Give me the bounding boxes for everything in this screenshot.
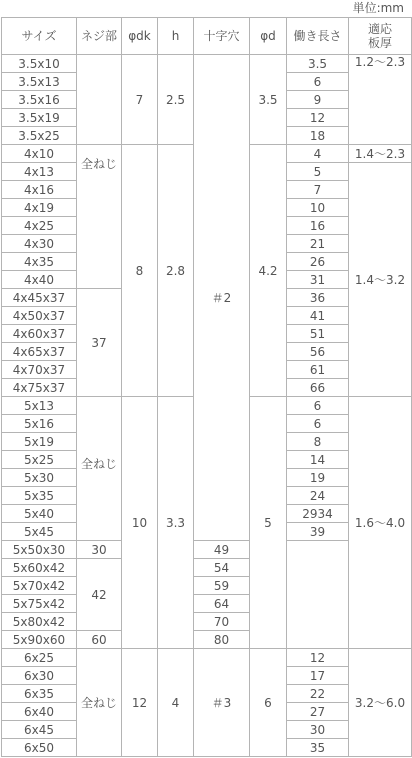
header-thread: ネジ部 bbox=[77, 18, 122, 55]
length-cell: 80 bbox=[194, 631, 250, 649]
thread-cell: 42 bbox=[77, 559, 122, 631]
size-cell: 6x40 bbox=[2, 703, 77, 721]
length-cell: 3.5 bbox=[287, 55, 349, 73]
thickness-cell: 1.4～2.3 bbox=[349, 145, 412, 163]
length-cell: 9 bbox=[287, 91, 349, 109]
spec-table bbox=[1, 17, 412, 757]
h-cell: 4 bbox=[158, 649, 194, 757]
length-cell: 59 bbox=[194, 577, 250, 595]
size-cell: 3.5x19 bbox=[2, 109, 77, 127]
size-cell: 6x45 bbox=[2, 721, 77, 739]
d-cell: 5 bbox=[250, 397, 287, 649]
size-cell: 4x19 bbox=[2, 199, 77, 217]
thickness-cell: 1.4～3.2 bbox=[349, 163, 412, 397]
size-cell: 5x35 bbox=[2, 487, 77, 505]
length-cell: 12 bbox=[287, 649, 349, 667]
header-size: サイズ bbox=[2, 18, 77, 55]
header-thickness-line2: 板厚 bbox=[367, 36, 392, 50]
size-cell: 4x16 bbox=[2, 181, 77, 199]
size-cell: 4x10 bbox=[2, 145, 77, 163]
length-cell: 10 bbox=[287, 199, 349, 217]
size-cell: 5x70x42 bbox=[2, 577, 77, 595]
h-cell: 2.8 bbox=[158, 145, 194, 397]
length-cell: 6 bbox=[287, 73, 349, 91]
header-length: 働き長さ bbox=[287, 18, 349, 55]
length-cell: 64 bbox=[194, 595, 250, 613]
size-cell: 4x35 bbox=[2, 253, 77, 271]
table-row bbox=[2, 55, 412, 73]
length-cell: 26 bbox=[287, 253, 349, 271]
size-cell: 6x30 bbox=[2, 667, 77, 685]
size-cell: 5x75x42 bbox=[2, 595, 77, 613]
d-cell: 6 bbox=[250, 649, 287, 757]
thickness-cell: 1.2～2.3 bbox=[349, 55, 412, 145]
dk-cell: 12 bbox=[122, 649, 158, 757]
d-cell: 4.2 bbox=[250, 145, 287, 397]
size-cell: 6x25 bbox=[2, 649, 77, 667]
thread-cell: 全ねじ bbox=[77, 397, 122, 541]
size-cell: 3.5x13 bbox=[2, 73, 77, 91]
length-cell: 16 bbox=[287, 217, 349, 235]
size-cell: 4x50x37 bbox=[2, 307, 77, 325]
size-cell: 4x75x37 bbox=[2, 379, 77, 397]
length-cell: 56 bbox=[287, 343, 349, 361]
length-cell: 70 bbox=[194, 613, 250, 631]
size-cell: 3.5x10 bbox=[2, 55, 77, 73]
size-cell: 4x40 bbox=[2, 271, 77, 289]
size-cell: 4x13 bbox=[2, 163, 77, 181]
length-cell: 22 bbox=[287, 685, 349, 703]
size-cell: 6x50 bbox=[2, 739, 77, 757]
header-cross: 十字穴 bbox=[194, 18, 250, 55]
size-cell: 3.5x16 bbox=[2, 91, 77, 109]
header-dk: φdk bbox=[122, 18, 158, 55]
header-thickness bbox=[349, 18, 412, 55]
header-thickness-line1: 適応 bbox=[367, 22, 392, 36]
length-cell: 27 bbox=[287, 703, 349, 721]
length-cell: 21 bbox=[287, 235, 349, 253]
d-cell: 3.5 bbox=[250, 55, 287, 145]
size-cell: 4x60x37 bbox=[2, 325, 77, 343]
size-cell: 5x40 bbox=[2, 505, 77, 523]
cross-cell: ＃2 bbox=[194, 55, 250, 541]
size-cell: 4x65x37 bbox=[2, 343, 77, 361]
size-cell: 5x90x60 bbox=[2, 631, 77, 649]
thickness-cell: 3.2～6.0 bbox=[349, 649, 412, 757]
length-cell: 41 bbox=[287, 307, 349, 325]
thread-cell: 30 bbox=[77, 541, 122, 559]
h-cell: 2.5 bbox=[158, 55, 194, 145]
size-cell: 5x16 bbox=[2, 415, 77, 433]
size-cell: 6x35 bbox=[2, 685, 77, 703]
thread-cell: 全ねじ bbox=[77, 649, 122, 757]
length-cell: 12 bbox=[287, 109, 349, 127]
size-cell: 5x45 bbox=[2, 523, 77, 541]
thickness-cell: 1.6～4.0 bbox=[349, 397, 412, 649]
size-cell: 4x45x37 bbox=[2, 289, 77, 307]
length-cell: 14 bbox=[287, 451, 349, 469]
length-cell: 49 bbox=[194, 541, 250, 559]
header-row bbox=[2, 18, 412, 55]
thread-cell: 37 bbox=[77, 289, 122, 397]
length-cell: 17 bbox=[287, 667, 349, 685]
length-cell: 35 bbox=[287, 739, 349, 757]
size-cell: 5x50x30 bbox=[2, 541, 77, 559]
length-cell: 66 bbox=[287, 379, 349, 397]
length-cell: 24 bbox=[287, 487, 349, 505]
length-cell: 5 bbox=[287, 163, 349, 181]
length-cell: 36 bbox=[287, 289, 349, 307]
size-cell: 5x60x42 bbox=[2, 559, 77, 577]
length-cell: 4 bbox=[287, 145, 349, 163]
length-cell: 61 bbox=[287, 361, 349, 379]
length-cell: 6 bbox=[287, 397, 349, 415]
size-cell: 4x30 bbox=[2, 235, 77, 253]
table-row bbox=[2, 649, 412, 667]
size-cell: 3.5x25 bbox=[2, 127, 77, 145]
length-cell: 54 bbox=[194, 559, 250, 577]
dk-cell: 10 bbox=[122, 397, 158, 649]
length-cell: 7 bbox=[287, 181, 349, 199]
size-cell: 5x13 bbox=[2, 397, 77, 415]
length-cell: 2934 bbox=[287, 505, 349, 523]
length-cell: 8 bbox=[287, 433, 349, 451]
thread-cell: 全ねじ bbox=[77, 145, 122, 289]
size-cell: 5x25 bbox=[2, 451, 77, 469]
unit-label: 単位:mm bbox=[352, 1, 404, 15]
length-cell: 31 bbox=[287, 271, 349, 289]
length-cell: 6 bbox=[287, 415, 349, 433]
length-cell: 30 bbox=[287, 721, 349, 739]
header-d: φd bbox=[250, 18, 287, 55]
thread-cell-empty bbox=[77, 55, 122, 145]
size-cell: 4x70x37 bbox=[2, 361, 77, 379]
length-cell: 39 bbox=[287, 523, 349, 541]
size-cell: 5x30 bbox=[2, 469, 77, 487]
length-cell: 19 bbox=[287, 469, 349, 487]
size-cell: 5x80x42 bbox=[2, 613, 77, 631]
header-h: h bbox=[158, 18, 194, 55]
thread-cell: 60 bbox=[77, 631, 122, 649]
h-cell: 3.3 bbox=[158, 397, 194, 649]
size-cell: 5x19 bbox=[2, 433, 77, 451]
dk-cell: 7 bbox=[122, 55, 158, 145]
cross-cell: ＃3 bbox=[194, 649, 250, 757]
dk-cell: 8 bbox=[122, 145, 158, 397]
length-cell: 18 bbox=[287, 127, 349, 145]
length-cell: 51 bbox=[287, 325, 349, 343]
size-cell: 4x25 bbox=[2, 217, 77, 235]
